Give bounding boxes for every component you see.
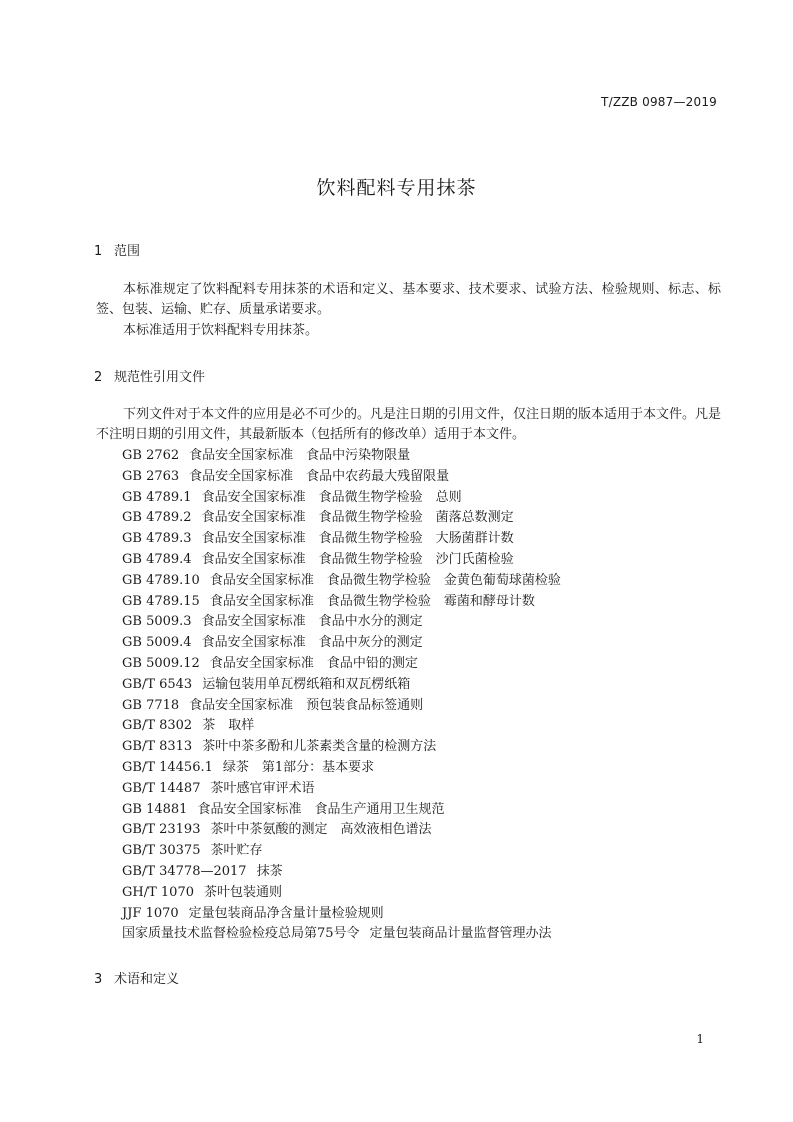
reference-title: 食品安全国家标准 食品中灰分的测定 — [201, 635, 423, 651]
reference-code: GB 5009.4 — [122, 635, 192, 651]
reference-title: 运输包装用单瓦楞纸箱和双瓦楞纸箱 — [202, 676, 411, 692]
reference-item — [122, 592, 561, 613]
reference-title: 绿茶 第1部分：基本要求 — [222, 759, 375, 775]
reference-item — [122, 529, 561, 550]
reference-code: GB 2762 — [122, 448, 180, 463]
reference-item — [122, 820, 561, 841]
reference-title: 食品安全国家标准 食品中铅的测定 — [209, 655, 418, 671]
reference-item — [122, 758, 561, 779]
reference-item — [122, 446, 561, 467]
reference-title: 茶叶贮存 — [210, 843, 263, 859]
reference-item — [122, 550, 561, 571]
reference-item — [122, 612, 561, 633]
reference-list — [122, 446, 561, 945]
standard-code: T/ZZB 0987—2019 — [601, 95, 717, 109]
reference-title: 食品安全国家标准 食品中水分的测定 — [201, 614, 423, 630]
reference-item — [122, 779, 561, 800]
scope-paragraph-1: 本标准规定了饮料配料专用抹茶的术语和定义、基本要求、技术要求、试验方法、检验规则、标志、标签、包装、运输、贮存、质量承诺要求。 — [96, 282, 721, 317]
reference-title: 茶叶中茶多酚和儿茶素类含量的检测方法 — [202, 739, 437, 755]
reference-code: JJF 1070 — [122, 905, 179, 921]
reference-title: 抹茶 — [256, 863, 283, 879]
section-number: 3 — [94, 972, 103, 987]
reference-code: GB 4789.3 — [122, 531, 192, 547]
reference-code: GB 4789.1 — [122, 489, 192, 505]
reference-item — [122, 633, 561, 654]
reference-item — [122, 508, 561, 529]
reference-item — [122, 924, 561, 945]
section-title: 规范性引用文件 — [114, 370, 206, 385]
section-heading-scope — [94, 240, 140, 259]
reference-code: GB/T 8313 — [122, 739, 193, 755]
reference-item — [122, 904, 561, 925]
reference-item — [122, 488, 561, 509]
reference-code: GB 5009.3 — [122, 614, 192, 630]
reference-title: 食品安全国家标准 食品中污染物限量 — [189, 448, 411, 463]
section-heading-normative-references — [94, 366, 205, 385]
reference-title: 食品安全国家标准 食品微生物学检验 金黄色葡萄球菌检验 — [209, 572, 561, 588]
reference-item — [122, 800, 561, 821]
reference-code: GB 7718 — [122, 697, 180, 713]
reference-code: GB 4789.4 — [122, 551, 192, 567]
reference-title: 食品安全国家标准 食品微生物学检验 沙门氏菌检验 — [201, 551, 514, 567]
reference-code: GB/T 14487 — [122, 780, 201, 796]
section-title: 范围 — [114, 244, 141, 259]
section-title: 术语和定义 — [114, 972, 180, 987]
reference-code: GB 5009.12 — [122, 655, 200, 671]
reference-title: 定量包装商品计量监督管理办法 — [369, 926, 552, 942]
reference-code: GB 4789.10 — [122, 572, 200, 588]
reference-code: GB 14881 — [122, 801, 188, 817]
reference-item — [122, 883, 561, 904]
reference-title: 茶叶感官审评术语 — [210, 780, 315, 796]
reference-item — [122, 696, 561, 717]
reference-code: GB/T 23193 — [122, 822, 201, 838]
reference-item — [122, 675, 561, 696]
reference-code: 国家质量技术监督检验检疫总局第75号令 — [122, 926, 360, 942]
reference-item — [122, 737, 561, 758]
reference-item — [122, 654, 561, 675]
reference-item — [122, 862, 561, 883]
reference-title: 食品安全国家标准 食品微生物学检验 霉菌和酵母计数 — [209, 593, 535, 609]
reference-code: GB 2763 — [122, 468, 180, 484]
section-heading-terms-definitions — [94, 968, 179, 987]
reference-code: GB/T 34778—2017 — [122, 863, 247, 879]
reference-title: 食品安全国家标准 食品微生物学检验 大肠菌群计数 — [201, 531, 514, 547]
scope-paragraph-2: 本标准适用于饮料配料专用抹茶。 — [123, 323, 319, 338]
page-number: 1 — [696, 1032, 704, 1046]
section-number: 1 — [94, 244, 103, 259]
reference-title: 食品安全国家标准 食品微生物学检验 菌落总数测定 — [201, 510, 514, 526]
reference-title: 食品安全国家标准 预包装食品标签通则 — [189, 697, 424, 713]
reference-item — [122, 467, 561, 488]
reference-item — [122, 571, 561, 592]
reference-code: GB/T 8302 — [122, 718, 193, 734]
reference-title: 茶 取样 — [202, 718, 255, 734]
reference-code: GB/T 6543 — [122, 676, 193, 692]
document-title: 饮料配料专用抹茶 — [316, 177, 477, 199]
reference-item — [122, 716, 561, 737]
reference-title: 食品安全国家标准 食品生产通用卫生规范 — [197, 801, 445, 817]
reference-code: GB 4789.2 — [122, 510, 192, 526]
reference-item — [122, 841, 561, 862]
reference-code: GB/T 14456.1 — [122, 759, 213, 775]
references-intro-paragraph: 下列文件对于本文件的应用是必不可少的。凡是注日期的引用文件，仅注日期的版本适用于本文件。凡是不注明日期的引用文件，其最新版本（包括所有的修改单）适用于本文件。 — [96, 407, 722, 442]
reference-code: GB 4789.15 — [122, 593, 200, 609]
reference-title: 食品安全国家标准 食品微生物学检验 总则 — [201, 489, 462, 505]
reference-code: GB/T 30375 — [122, 843, 201, 859]
reference-title: 茶叶中茶氨酸的测定 高效液相色谱法 — [210, 822, 432, 838]
reference-code: GH/T 1070 — [122, 884, 194, 900]
reference-title: 食品安全国家标准 食品中农药最大残留限量 — [189, 468, 450, 484]
reference-title: 茶叶包装通则 — [204, 884, 283, 900]
reference-title: 定量包装商品净含量计量检验规则 — [188, 905, 384, 921]
section-number: 2 — [94, 370, 103, 385]
